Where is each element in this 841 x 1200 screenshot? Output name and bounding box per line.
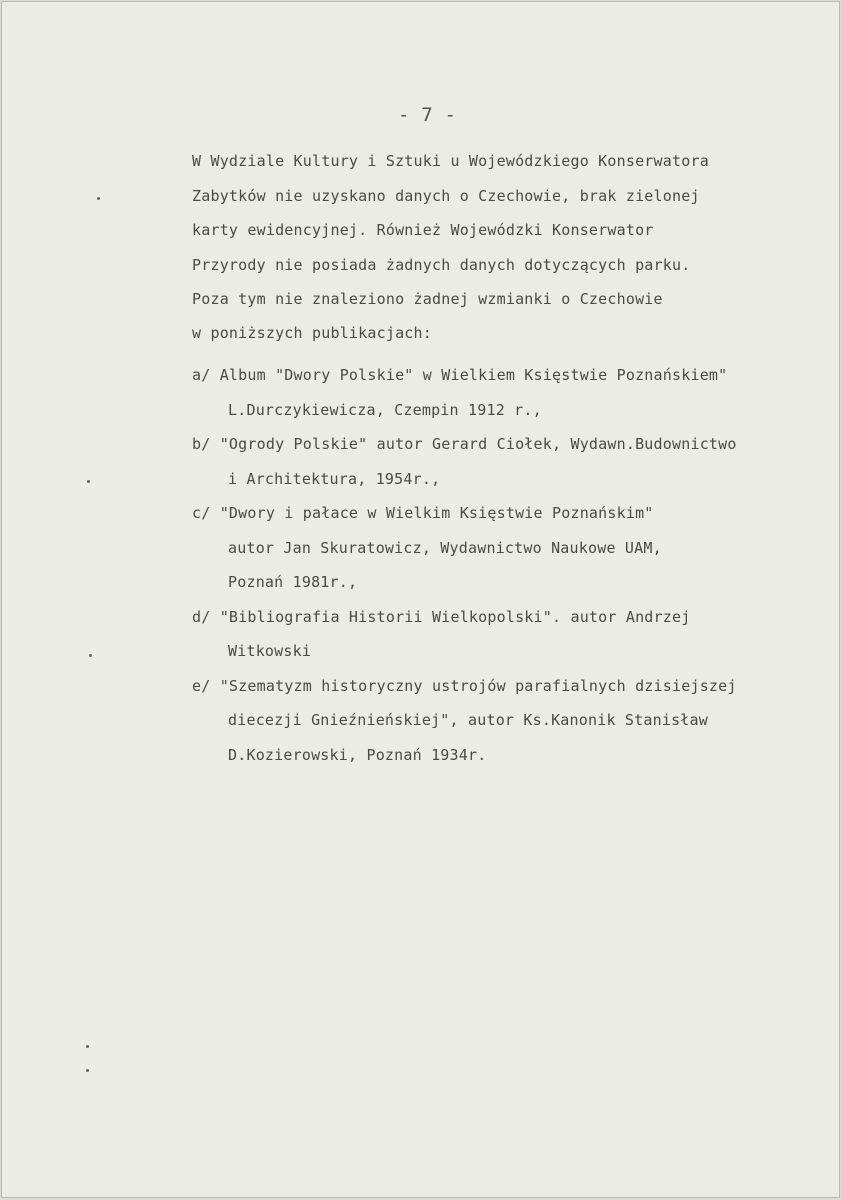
list-item-e-line-3: D.Kozierowski, Poznań 1934r.	[228, 746, 487, 764]
document-page	[1, 1, 840, 1198]
list-item-c-line-2: autor Jan Skuratowicz, Wydawnictwo Naukowe UAM,	[228, 539, 662, 557]
paragraph-line: w poniższych publikacjach:	[192, 324, 432, 342]
list-item-e-line-1: e/ "Szematyzm historyczny ustrojów parafialnych dzisiejszej	[192, 677, 737, 695]
list-item-d-line-2: Witkowski	[228, 642, 312, 660]
list-item-b-line-1: b/ "Ogrody Polskie" autor Gerard Ciołek, Wydawn.Budownictwo	[192, 435, 737, 453]
punch-mark	[86, 1069, 89, 1072]
punch-mark	[87, 480, 90, 483]
list-item-c-line-3: Poznań 1981r.,	[228, 573, 358, 591]
list-item-b-line-2: i Architektura, 1954r.,	[228, 470, 441, 488]
paragraph-line: W Wydziale Kultury i Sztuki u Wojewódzkiego Konserwatora	[192, 152, 709, 170]
punch-mark	[89, 654, 92, 657]
list-item-e-line-2: diecezji Gnieźnieńskiej", autor Ks.Kanonik Stanisław	[228, 711, 708, 729]
list-item-d-line-1: d/ "Bibliografia Historii Wielkopolski". autor Andrzej	[192, 608, 691, 626]
punch-mark	[86, 1045, 89, 1048]
list-item-a-line-1: a/ Album "Dwory Polskie" w Wielkiem Księstwie Poznańskiem"	[192, 366, 728, 384]
paragraph-line: Poza tym nie znaleziono żadnej wzmianki o Czechowie	[192, 290, 663, 308]
paragraph-line: Zabytków nie uzyskano danych o Czechowie, brak zielonej	[192, 187, 700, 205]
list-item-a-line-2: L.Durczykiewicza, Czempin 1912 r.,	[228, 401, 542, 419]
paragraph-line: Przyrody nie posiada żadnych danych dotyczących parku.	[192, 256, 691, 274]
page-number: - 7 -	[398, 104, 457, 126]
paragraph-line: karty ewidencyjnej. Również Wojewódzki Konserwator	[192, 221, 654, 239]
list-item-c-line-1: c/ "Dwory i pałace w Wielkim Księstwie Poznańskim"	[192, 504, 654, 522]
punch-mark	[97, 197, 100, 200]
